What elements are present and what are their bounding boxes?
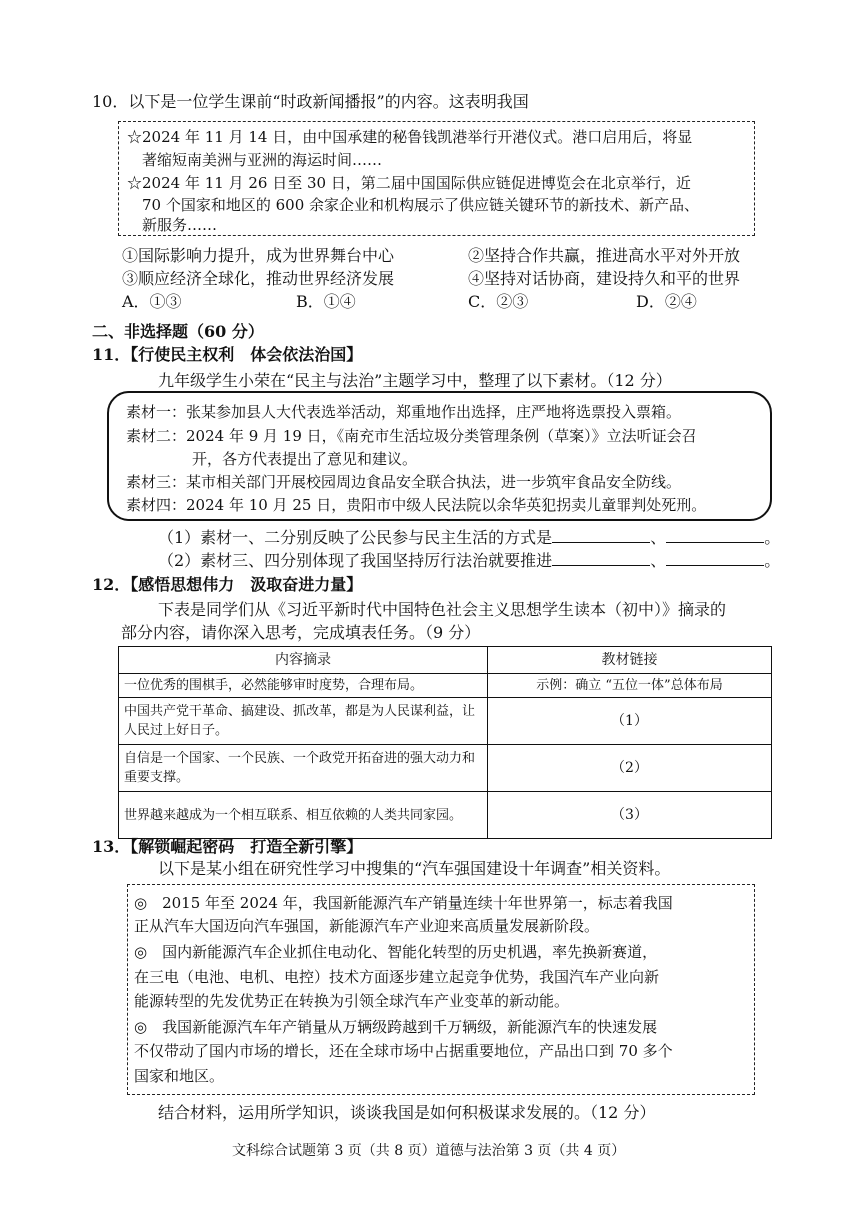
q12-intro: 下表是同学们从《习近平新时代中国特色社会主义思想学生读本（初中）》摘录的	[158, 600, 727, 619]
table-header: 教材链接	[488, 647, 772, 674]
answer-blank[interactable]	[552, 528, 650, 543]
q13-material: ◎ 2015 年至 2024 年，我国新能源汽车产销量连续十年世界第一，标志着我国	[134, 894, 673, 912]
table-row	[119, 792, 772, 839]
q11-subquestion-1: （1）素材一、二分别反映了公民参与民主生活的方式是 、 。	[158, 528, 781, 547]
q10-news-line: ☆2024 年 11 月 26 日至 30 日，第二届中国国际供应链促进博览会在北京举行，近	[127, 174, 691, 192]
q10-statement-2: ②坚持合作共赢，推进高水平对外开放	[468, 246, 741, 265]
q12-table	[118, 646, 772, 839]
q11-subquestion-2-text: （2）素材三、四分别体现了我国坚持厉行法治就要推进	[158, 551, 553, 570]
table-row	[119, 698, 772, 745]
table-row	[119, 745, 772, 792]
table-row	[119, 674, 772, 698]
answer-blank[interactable]	[666, 528, 764, 543]
table-cell-content: 世界越来越成为一个相互联系、相互依赖的人类共同家园。	[119, 792, 488, 839]
q11-material: 素材三：某市相关部门开展校园周边食品安全联合执法，进一步筑牢食品安全防线。	[126, 473, 682, 491]
q13-material: 正从汽车大国迈向汽车强国，新能源汽车产业迎来高质量发展新阶段。	[134, 917, 600, 935]
q10-statement-3: ③顺应经济全球化，推动世界经济发展	[122, 269, 395, 288]
q10-statement-4: ④坚持对话协商，建设持久和平的世界	[468, 269, 741, 288]
q11-title: 11．【行使民主权利 体会依法治国】	[92, 345, 363, 364]
answer-blank[interactable]	[666, 551, 764, 566]
q11-intro: 九年级学生小荣在“民主与法治”主题学习中，整理了以下素材。（12 分）	[158, 371, 672, 390]
table-cell-content: 中国共产党干革命、搞建设、抓改革，都是为人民谋利益，让人民过上好日子。	[119, 698, 488, 745]
q10-option-d[interactable]: D．②④	[636, 292, 697, 311]
table-header: 内容摘录	[119, 647, 488, 674]
q12-intro: 部分内容，请你深入思考，完成填表任务。（9 分）	[121, 623, 481, 642]
section-title: 二、非选择题（60 分）	[92, 322, 264, 341]
q11-subquestion-2: （2）素材三、四分别体现了我国坚持厉行法治就要推进 、 。	[158, 551, 781, 570]
q11-material: 开，各方代表提出了意见和建议。	[192, 450, 418, 468]
q10-option-b[interactable]: B．①④	[296, 292, 356, 311]
q10-news-line: ☆2024 年 11 月 14 日，由中国承建的秘鲁钱凯港举行开港仪式。港口启用后，将显	[127, 128, 693, 146]
q11-subquestion-1-text: （1）素材一、二分别反映了公民参与民主生活的方式是	[158, 528, 553, 547]
q13-title: 13．【解锁崛起密码 打造全新引擎】	[92, 837, 363, 856]
table-cell-link[interactable]: （3）	[488, 792, 772, 839]
q10-news-line: 70 个国家和地区的 600 余家企业和机构展示了供应链关键环节的新技术、新产品、	[142, 196, 700, 214]
q13-intro: 以下是某小组在研究性学习中搜集的“汽车强国建设十年调查”相关资料。	[158, 859, 671, 878]
table-cell-link[interactable]: （1）	[488, 698, 772, 745]
table-cell-content: 一位优秀的围棋手，必然能够审时度势，合理布局。	[119, 674, 488, 698]
table-cell-content: 自信是一个国家、一个民族、一个政党开拓奋进的强大动力和重要支撑。	[119, 745, 488, 792]
table-header-row	[119, 647, 772, 674]
q10-option-a[interactable]: A．①③	[122, 292, 182, 311]
page-footer: 文科综合试题第 3 页（共 8 页）道德与法治第 3 页（共 4 页）	[232, 1143, 626, 1159]
q11-material: 素材二：2024 年 9 月 19 日，《南充市生活垃圾分类管理条例（草案）》立法听证会召	[126, 427, 697, 445]
table-cell-link[interactable]: （2）	[488, 745, 772, 792]
q13-question: 结合材料，运用所学知识，谈谈我国是如何积极谋求发展的。（12 分）	[158, 1103, 656, 1122]
q10-option-c[interactable]: C．②③	[468, 292, 529, 311]
q12-title: 12．【感悟思想伟力 汲取奋进力量】	[92, 575, 363, 594]
q11-material: 素材一：张某参加县人大代表选举活动，郑重地作出选择，庄严地将选票投入票箱。	[126, 403, 682, 421]
q11-material: 素材四：2024 年 10 月 25 日，贵阳市中级人民法院以余华英犯拐卖儿童罪判处死刑。	[126, 496, 707, 514]
q13-material: 在三电（电池、电机、电控）技术方面逐步建立起竞争优势，我国汽车产业向新	[134, 968, 660, 986]
q10-stem: 10．以下是一位学生课前“时政新闻播报”的内容。这表明我国	[92, 92, 529, 111]
q13-material: 国家和地区。	[134, 1067, 225, 1085]
q13-material: 能源转型的先发优势正在转换为引领全球汽车产业变革的新动能。	[134, 992, 570, 1010]
table-cell-link: 示例：确立 “五位一体”总体布局	[488, 674, 772, 698]
q13-material: 不仅带动了国内市场的增长，还在全球市场中占据重要地位，产品出口到 70 多个	[134, 1042, 673, 1060]
q10-news-line: 新服务……	[142, 216, 218, 234]
answer-blank[interactable]	[552, 551, 650, 566]
q10-news-line: 著缩短南美洲与亚洲的海运时间……	[142, 151, 383, 169]
q13-material: ◎ 我国新能源汽车年产销量从万辆级跨越到千万辆级，新能源汽车的快速发展	[134, 1018, 658, 1036]
q13-material: ◎ 国内新能源汽车企业抓住电动化、智能化转型的历史机遇，率先换新赛道，	[134, 943, 658, 961]
q10-statement-1: ①国际影响力提升，成为世界舞台中心	[122, 246, 395, 265]
